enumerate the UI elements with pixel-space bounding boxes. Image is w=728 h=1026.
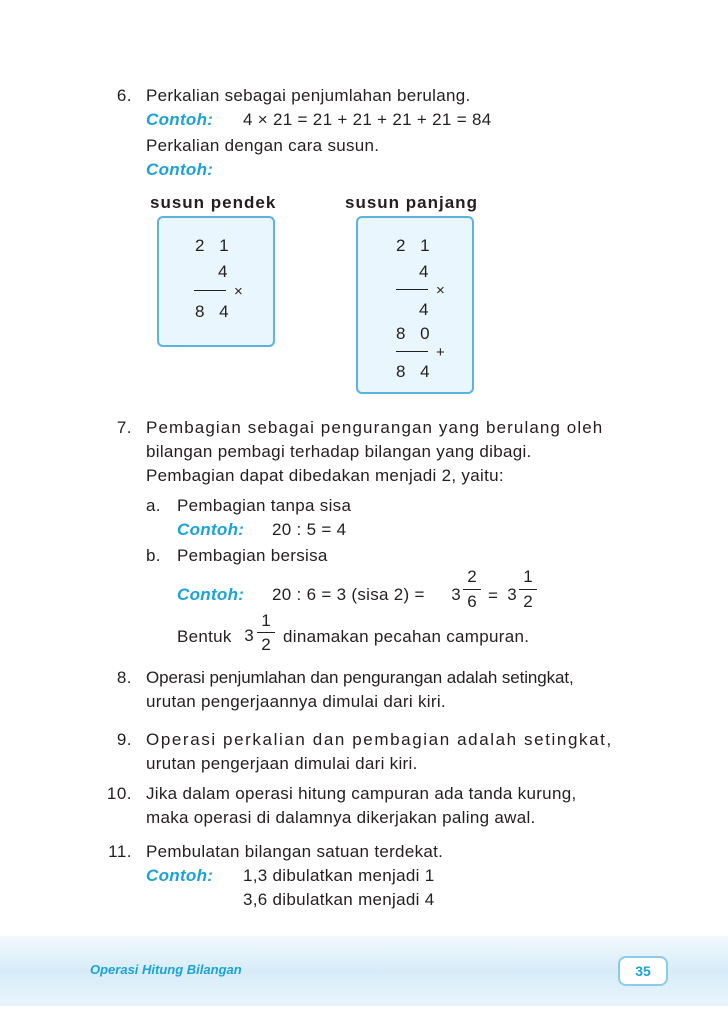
- item11-example-label: Contoh:: [146, 866, 214, 885]
- item11-line1: Pembulatan bilangan satuan terdekat.: [146, 842, 444, 861]
- item7-a-letter: a.: [146, 496, 161, 515]
- item-number-10: 10.: [106, 784, 132, 803]
- long-row-4: 8 0: [396, 324, 435, 343]
- long-result: 8 4: [396, 362, 435, 381]
- item8-line2: urutan pengerjaannya dimulai dari kiri.: [146, 692, 446, 711]
- item7-bentuk: Bentuk: [177, 627, 232, 646]
- item-number-7: 7.: [116, 418, 132, 437]
- long-row-3: 4: [419, 300, 434, 319]
- item7-bentuk-rest: dinamakan pecahan campuran.: [283, 627, 530, 646]
- long-rule-2: [396, 351, 428, 352]
- item7-line2: bilangan pembagi terhadap bilangan yang dibagi.: [146, 442, 532, 461]
- item6-example-label: Contoh:: [146, 110, 214, 129]
- item7-line3: Pembagian dapat dibedakan menjadi 2, yaitu:: [146, 466, 504, 485]
- frac3-bar: [257, 632, 275, 633]
- long-rule-1: [396, 289, 428, 290]
- frac1-bar: [463, 589, 481, 590]
- frac2-whole: 3: [507, 585, 517, 604]
- item6-line2: Perkalian dengan cara susun.: [146, 136, 380, 155]
- short-operator: ×: [234, 283, 244, 300]
- frac2-numerator: 1: [523, 567, 533, 586]
- item7-line1: Pembagian sebagai pengurangan yang berulang oleh: [146, 418, 604, 437]
- frac3-numerator: 1: [261, 611, 271, 630]
- item9-line1: Operasi perkalian dan pembagian adalah setingkat,: [146, 730, 613, 749]
- item6-example-text: 4 × 21 = 21 + 21 + 21 + 21 = 84: [243, 110, 492, 129]
- item-number-11: 11.: [108, 842, 132, 861]
- frac1-whole: 3: [451, 585, 461, 604]
- item7-a-text: Pembagian tanpa sisa: [177, 496, 352, 515]
- item11-example-2: 3,6 dibulatkan menjadi 4: [243, 890, 435, 909]
- frac2-denominator: 2: [523, 592, 533, 611]
- short-method-heading: susun pendek: [150, 193, 277, 212]
- item-number-6: 6.: [116, 86, 132, 105]
- item9-line2: urutan pengerjaan dimulai dari kiri.: [146, 754, 418, 773]
- item10-line1: Jika dalam operasi hitung campuran ada tanda kurung,: [146, 784, 577, 803]
- item7-b-letter: b.: [146, 546, 161, 565]
- frac2-bar: [519, 589, 537, 590]
- frac1-numerator: 2: [467, 567, 477, 586]
- item-number-8: 8.: [116, 668, 132, 687]
- long-row-1: 2 1: [396, 236, 435, 255]
- item11-example-1: 1,3 dibulatkan menjadi 1: [243, 866, 435, 885]
- item10-line2: maka operasi di dalamnya dikerjakan paling awal.: [146, 808, 536, 827]
- long-operator-1: ×: [436, 282, 446, 299]
- long-method-heading: susun panjang: [345, 193, 478, 212]
- footer-chapter-title: Operasi Hitung Bilangan: [90, 962, 242, 977]
- frac-equals: =: [488, 586, 499, 605]
- frac1-denominator: 6: [467, 592, 477, 611]
- item7-b-example: 20 : 6 = 3 (sisa 2) =: [272, 585, 425, 604]
- item7-b-example-label: Contoh:: [177, 585, 245, 604]
- short-row-2: 4: [218, 262, 233, 281]
- item7-a-example-label: Contoh:: [177, 520, 245, 539]
- long-row-2: 4: [419, 262, 434, 281]
- frac3-denominator: 2: [261, 635, 271, 654]
- short-result: 8 4: [195, 302, 234, 321]
- long-operator-2: +: [436, 344, 446, 361]
- item-number-9: 9.: [116, 730, 132, 749]
- frac3-whole: 3: [244, 626, 254, 645]
- short-rule: [194, 290, 226, 291]
- item6-example-label2: Contoh:: [146, 160, 214, 179]
- item6-title: Perkalian sebagai penjumlahan berulang.: [146, 86, 471, 105]
- page-number: 35: [618, 956, 668, 986]
- item8-line1: Operasi penjumlahan dan pengurangan adalah setingkat,: [146, 668, 574, 687]
- item7-b-text: Pembagian bersisa: [177, 546, 328, 565]
- short-row-1: 2 1: [195, 236, 234, 255]
- item7-a-example: 20 : 5 = 4: [272, 520, 347, 539]
